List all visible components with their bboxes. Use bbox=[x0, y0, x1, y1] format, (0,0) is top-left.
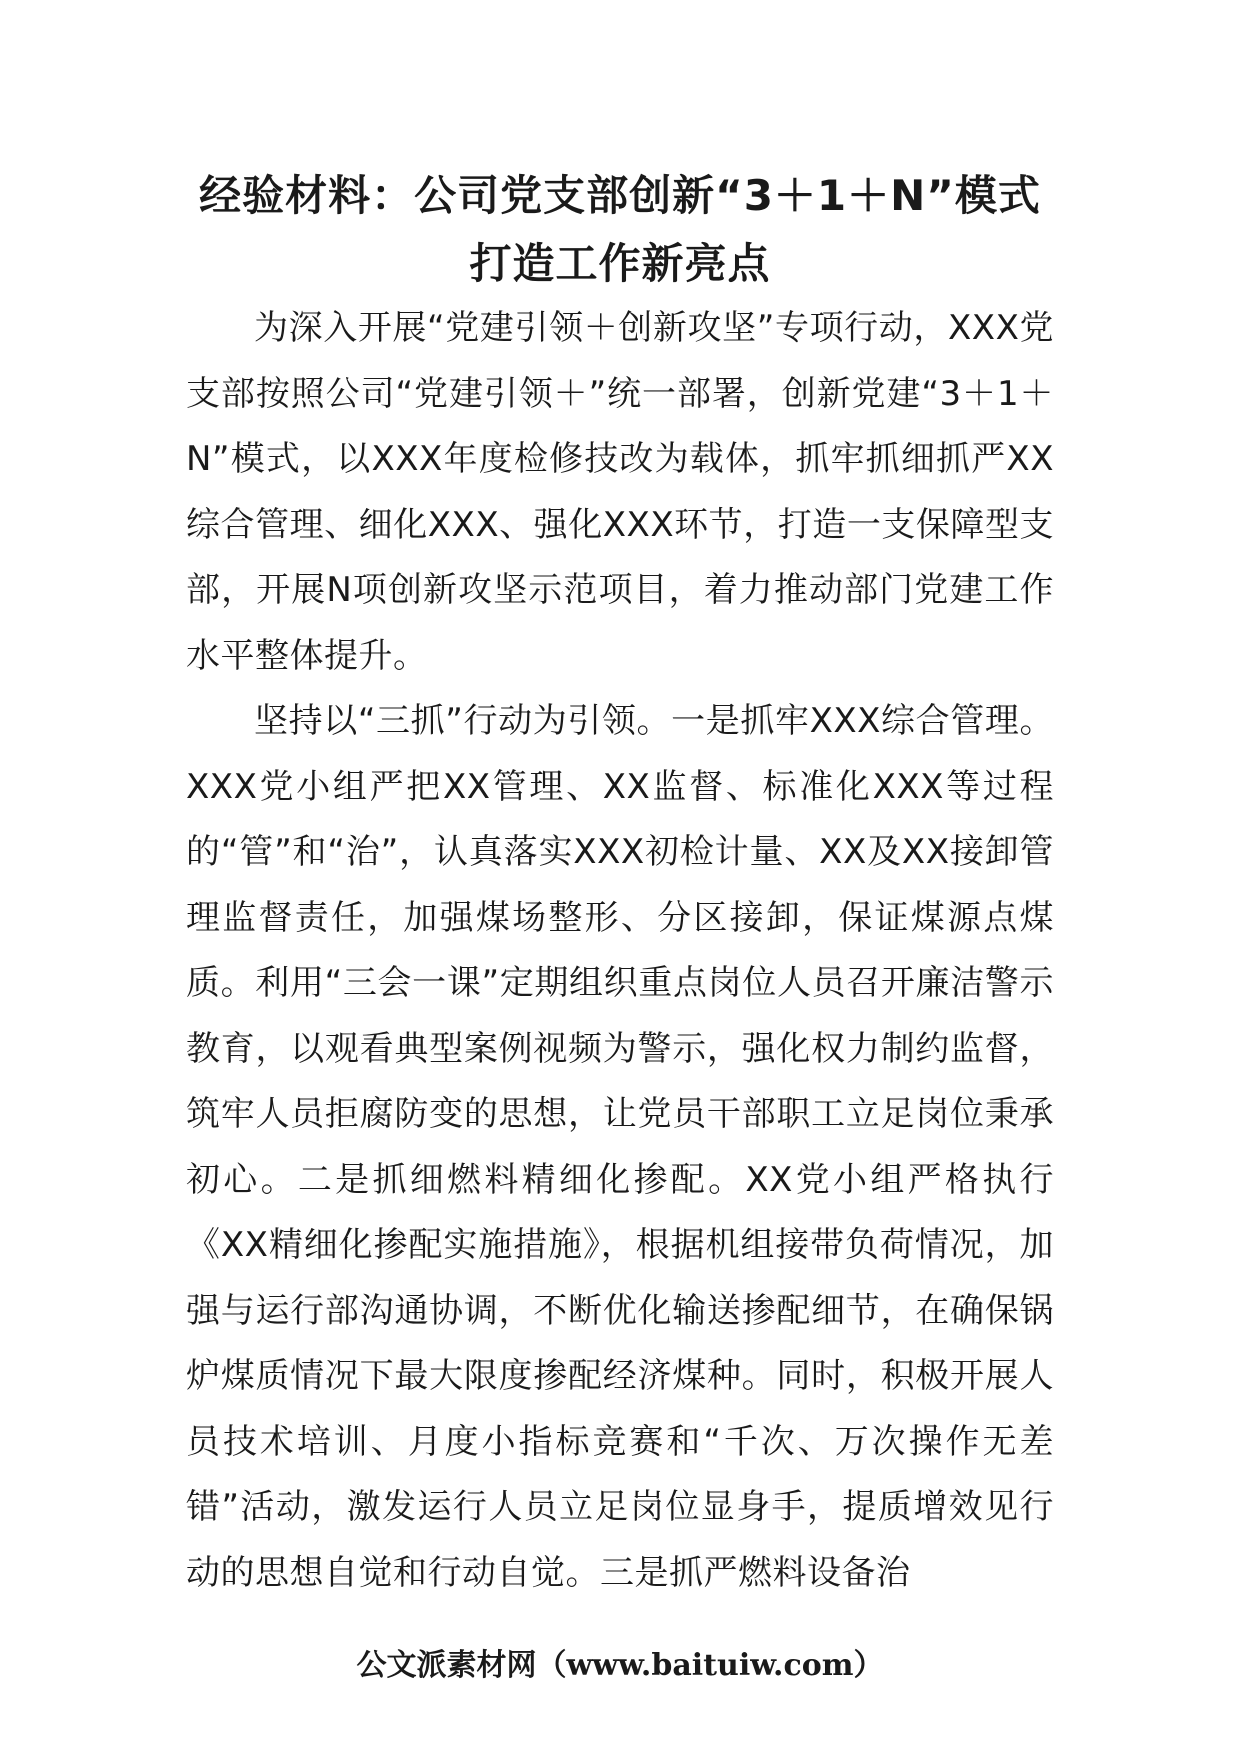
document-body bbox=[186, 296, 1054, 1606]
document-title: 经验材料：公司党支部创新“3＋1＋N”模式打造工作新亮点 bbox=[199, 171, 1041, 288]
footer-watermark: 公文派素材网（www.baituiw.com） bbox=[356, 1648, 884, 1683]
paragraph-three-grasps: 坚持以“三抓”行动为引领。一是抓牢XXX综合管理。XXX党小组严把XX管理、XX监督、标准化XXX等过程的“管”和“治”，认真落实XXX初检计量、XX及XX接卸管理监督责任，加强煤场整形、分区接卸，保证煤源点煤质。利用“三会一课”定期组织重点岗位人员召开廉洁警示教育，以观看典型案例视频为警示，强化权力制约监督，筑牢人员拒腐防变的思想，让党员干部职工立足岗位秉承初心。二是抓细燃料精细化掺配。XX党小组严格执行《XX精细化掺配实施措施》，根据机组接带负荷情况，加强与运行部沟通协调，不断优化输送掺配细节，在确保锅炉煤质情况下最大限度掺配经济煤种。同时，积极开展人员技术培训、月度小指标竞赛和“千次、万次操作无差错”活动，激发运行人员立足岗位显身手，提质增效见行动的思想自觉和行动自觉。三是抓严燃料设备治 bbox=[186, 701, 1054, 1593]
paragraph-intro: 为深入开展“党建引领＋创新攻坚”专项行动，XXX党支部按照公司“党建引领＋”统一部署，创新党建“3＋1＋N”模式，以XXX年度检修技改为载体，抓牢抓细抓严XX综合管理、细化XXX、强化XXX环节，打造一支保障型支部，开展N项创新攻坚示范项目，着力推动部门党建工作水平整体提升。 bbox=[186, 308, 1054, 676]
